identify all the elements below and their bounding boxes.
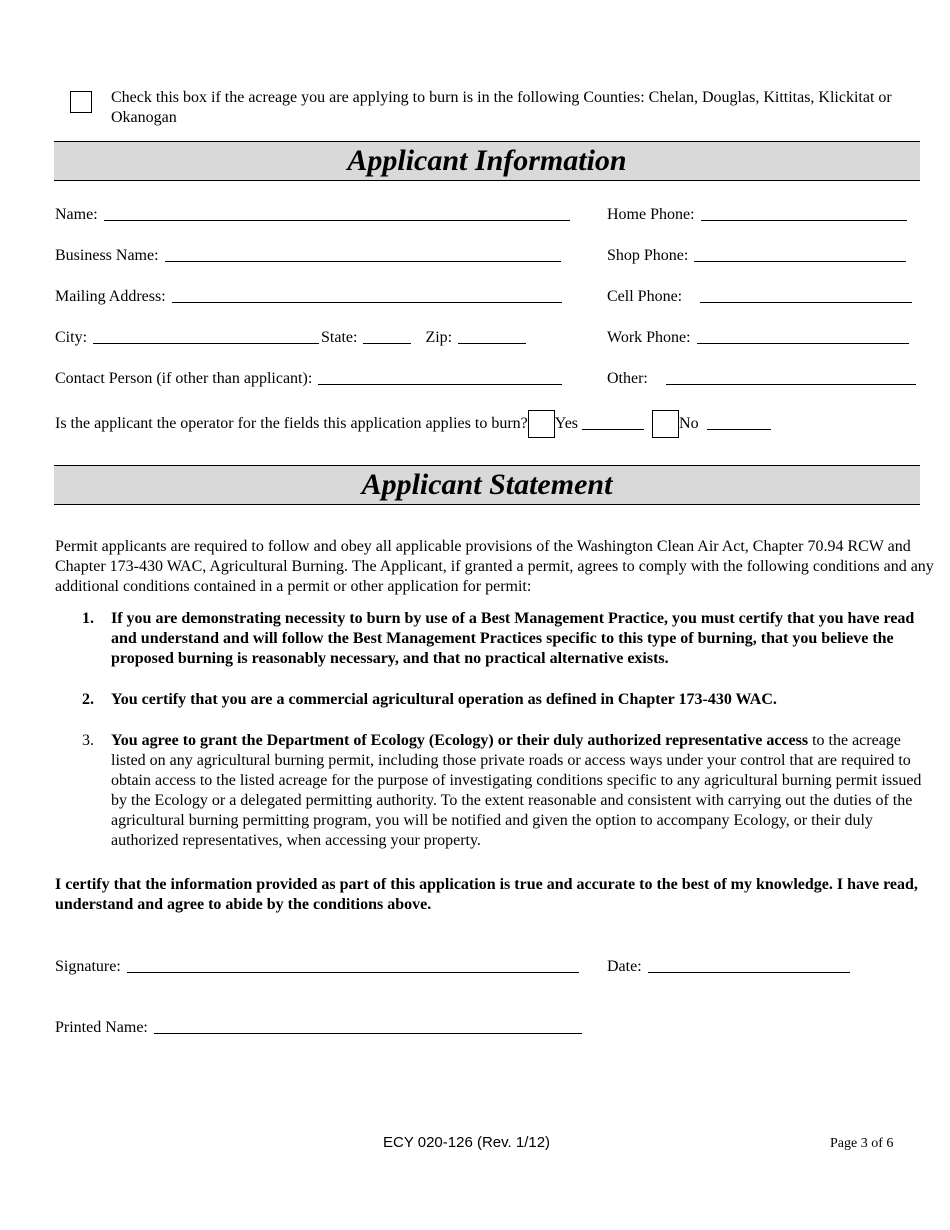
state-input[interactable] bbox=[363, 343, 411, 344]
zip-input[interactable] bbox=[458, 343, 526, 344]
county-check-text: Check this box if the acreage you are applying to burn is in the following Counties: Chelan, Douglas, Kittitas, Klickitat or Okanogan bbox=[111, 89, 892, 126]
page-number: Page 3 of 6 bbox=[830, 1136, 894, 1151]
operator-no-checkbox[interactable] bbox=[652, 410, 679, 438]
home-phone-field bbox=[607, 205, 907, 225]
work-phone-field bbox=[607, 328, 909, 348]
signature-label: Signature: bbox=[55, 958, 121, 975]
operator-yes-checkbox[interactable] bbox=[528, 410, 555, 438]
cell-phone-label: Cell Phone: bbox=[607, 288, 683, 305]
mailing-address-label: Mailing Address: bbox=[55, 288, 166, 305]
date-label: Date: bbox=[607, 958, 642, 975]
shop-phone-input[interactable] bbox=[694, 261, 906, 262]
signature-input[interactable] bbox=[127, 972, 579, 973]
cell-phone-field bbox=[607, 287, 912, 307]
mailing-address-input[interactable] bbox=[172, 302, 562, 303]
condition-1-number: 1. bbox=[82, 610, 94, 627]
shop-phone-label: Shop Phone: bbox=[607, 247, 689, 264]
printed-name-input[interactable] bbox=[154, 1033, 582, 1034]
statement-intro: Permit applicants are required to follow and obey all applicable provisions of the Washington Clean Air Act, Chapter 70.94 RCW and Chapter 173-430 WAC, Agricultural Burning. The Applicant, if granted a permit, agrees to comply with the following conditions and any additional conditions contained in a permit or other application for permit: bbox=[55, 538, 934, 595]
condition-1-text: If you are demonstrating necessity to burn by use of a Best Management Practice, you must certify that you have read and understand and will follow the Best Management Practices specific to this type of burning, that you believe the proposed burning is reasonably necessary, and that no practical alternative exists. bbox=[111, 610, 915, 667]
operator-no-label: No bbox=[679, 415, 699, 432]
operator-question-label: Is the applicant the operator for the fields this application applies to burn? bbox=[55, 415, 528, 432]
certify-statement: I certify that the information provided as part of this application is true and accurate to the best of my knowledge. I have read, understand and agree to abide by the conditions above. bbox=[55, 876, 918, 913]
zip-label: Zip: bbox=[425, 329, 453, 346]
date-field bbox=[607, 957, 850, 977]
operator-yes-label: Yes bbox=[554, 415, 579, 432]
condition-2-number: 2. bbox=[82, 691, 94, 708]
work-phone-label: Work Phone: bbox=[607, 329, 691, 346]
business-name-field bbox=[55, 246, 561, 266]
operator-yes-input[interactable] bbox=[582, 429, 644, 430]
name-input[interactable] bbox=[104, 220, 570, 221]
business-name-input[interactable] bbox=[165, 261, 561, 262]
printed-name-field bbox=[55, 1018, 582, 1038]
operator-question-row bbox=[55, 410, 771, 434]
printed-name-label: Printed Name: bbox=[55, 1019, 148, 1036]
home-phone-label: Home Phone: bbox=[607, 206, 695, 223]
business-name-label: Business Name: bbox=[55, 247, 159, 264]
form-code: ECY 020-126 (Rev. 1/12) bbox=[383, 1134, 551, 1151]
contact-person-input[interactable] bbox=[318, 384, 562, 385]
signature-field bbox=[55, 957, 579, 977]
city-input[interactable] bbox=[93, 343, 319, 344]
other-label: Other: bbox=[607, 370, 648, 387]
home-phone-input[interactable] bbox=[701, 220, 907, 221]
date-input[interactable] bbox=[648, 972, 850, 973]
work-phone-input[interactable] bbox=[697, 343, 909, 344]
name-label: Name: bbox=[55, 206, 98, 223]
county-checkbox[interactable] bbox=[70, 91, 92, 113]
state-label: State: bbox=[321, 329, 358, 346]
name-field bbox=[55, 205, 570, 225]
contact-person-label: Contact Person (if other than applicant): bbox=[55, 370, 313, 387]
city-field bbox=[55, 328, 526, 348]
applicant-info-header: Applicant Information bbox=[54, 141, 920, 181]
cell-phone-input[interactable] bbox=[700, 302, 912, 303]
condition-2-text: You certify that you are a commercial agricultural operation as defined in Chapter 173-430 WAC. bbox=[111, 691, 777, 708]
other-field bbox=[607, 369, 916, 389]
contact-person-field bbox=[55, 369, 562, 389]
mailing-address-field bbox=[55, 287, 562, 307]
operator-no-input[interactable] bbox=[707, 429, 771, 430]
condition-3-bold-text: You agree to grant the Department of Ecology (Ecology) or their duly authorized representative access bbox=[111, 732, 809, 749]
condition-3-number: 3. bbox=[82, 732, 94, 749]
city-label: City: bbox=[55, 329, 88, 346]
condition-3-text: to the acreage listed on any agricultural burning permit, including those private roads or access ways under your control that are required to obtain access to the listed acreage for the purpose of investigating conditions specific to any agricultural burning permit issued by the Ecology or a delegated permitting authority. To the extent reasonable and consistent with carrying out the duties of the agricultural burning permitting program, you will be notified and given the option to accompany Ecology, or their duly authorized representatives, when accessing your property. bbox=[111, 732, 922, 849]
applicant-statement-header: Applicant Statement bbox=[54, 465, 920, 505]
shop-phone-field bbox=[607, 246, 906, 266]
other-input[interactable] bbox=[666, 384, 916, 385]
